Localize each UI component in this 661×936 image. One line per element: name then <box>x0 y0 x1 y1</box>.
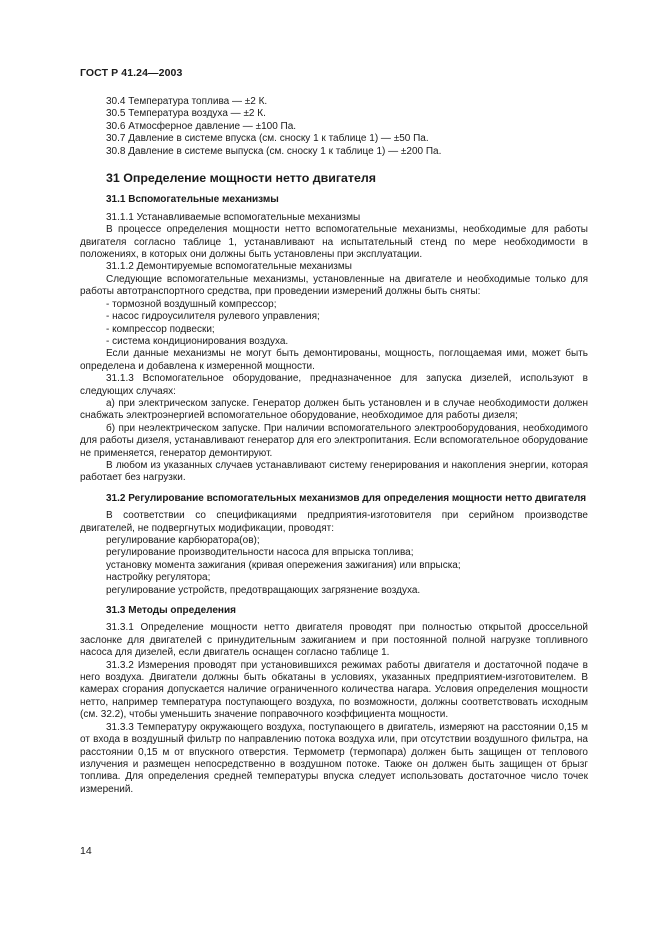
list-item: регулирование устройств, предотвращающих загрязнение воздуха. <box>106 584 421 596</box>
para-31-1-2-tail: Если данные механизмы не могут быть демонтированы, мощность, поглощаемая ими, может быть определена и добавлена к измеренной мощности. <box>80 348 588 372</box>
document-code: ГОСТ Р 41.24—2003 <box>80 67 183 79</box>
section-31-2-title: 31.2 Регулирование вспомогательных механизмов для определения мощности нетто двигателя <box>106 492 587 504</box>
list-item: регулирование карбюратора(ов); <box>106 535 260 546</box>
item-30-6: 30.6 Атмосферное давление — ±100 Па. <box>106 120 297 132</box>
para-31-1-1-heading: 31.1.1 Устанавливаемые вспомогательные механизмы <box>106 211 361 223</box>
para-31-1-2-body: Следующие вспомогательные механизмы, установленные на двигателе и необходимые только для работы автотранспортного средства, при проведении измерений должны быть сняты: <box>80 273 588 298</box>
section-31-1-title: 31.1 Вспомогательные механизмы <box>106 194 279 206</box>
item-30-4: 30.4 Температура топлива — ±2 К. <box>106 96 268 107</box>
list-item: - система кондиционирования воздуха. <box>106 335 289 347</box>
para-31-1-2-heading: 31.1.2 Демонтируемые вспомогательные механизмы <box>106 261 352 273</box>
para-31-1-3-body: 31.1.3 Вспомогательное оборудование, предназначенное для запуска дизелей, используют в следующих случаях: <box>80 373 588 397</box>
item-30-8: 30.8 Давление в системе выпуска (см. сноску 1 к таблице 1) — ±200 Па. <box>106 145 442 157</box>
section-31-3-title: 31.3 Методы определения <box>106 605 236 617</box>
para-31-1-3-b: б) при неэлектрическом запуске. При наличии вспомогательного электрооборудования, необходимого для работы дизеля, устанавливают генератор для его электропитания. Если вспомогательное оборудование не применяется, генератор демонтируют. <box>80 422 588 459</box>
list-item: установку момента зажигания (кривая опережения зажигания) или впрыска; <box>106 559 461 571</box>
list-item: регулирование производительности насоса для впрыска топлива; <box>106 547 414 559</box>
list-item: - компрессор подвески; <box>106 323 215 335</box>
para-31-2-body: В соответствии со спецификациями предприятия-изготовителя при серийном производстве двигателей, не подвергнутых модификации, проводят: <box>80 510 588 534</box>
item-30-7: 30.7 Давление в системе впуска (см. сноску 1 к таблице 1) — ±50 Па. <box>106 133 429 145</box>
para-31-1-3-tail: В любом из указанных случаев устанавливают систему генерирования и накопления энергии, которая работает без нагрузки. <box>80 459 588 484</box>
para-31-3-2: 31.3.2 Измерения проводят при установившихся режимах работы двигателя и достаточной подаче в него воздуха. Двигатели должны быть обкатаны в условиях, указанных предприятием-изготовителем. В камерах сгорания допускается наличие ограниченного количества нагара. Условия определения мощности нетто, например температура поступающего воздуха, по возможности, должны соответствовать исходным (см. 32.2), чтобы уменьшить значение поправочного коэффициента мощности. <box>80 659 588 721</box>
list-item: - тормозной воздушный компрессор; <box>106 298 277 310</box>
item-30-5: 30.5 Температура воздуха — ±2 К. <box>106 108 266 120</box>
para-31-3-3: 31.3.3 Температуру окружающего воздуха, поступающего в двигатель, измеряют на расстоянии 0,15 м от входа в воздушный фильтр по направлению потока воздуха или, при отсутствии воздушного фильтра, на расстоянии 0,15 м от впускного отверстия. Термометр (термопара) должен быть защищен от теплового излучения и размещен непосредственно в воздушном потоке. Также он должен быть защищен от брызг топлива. Для определения средней температуры впуска следует использовать достаточное число точек измерений. <box>80 721 588 795</box>
list-item: - насос гидроусилителя рулевого управления; <box>106 311 320 323</box>
para-31-3-1: 31.3.1 Определение мощности нетто двигателя проводят при полностью открытой дроссельной заслонке для двигателей с принудительным зажиганием и при постоянной полной нагрузке топливного насоса для дизелей, если двигатель оснащен согласно таблице 1. <box>80 622 588 659</box>
section-30-items <box>80 96 588 158</box>
page-content <box>80 96 588 796</box>
section-31-title: 31 Определение мощности нетто двигателя <box>106 171 376 186</box>
list-item: настройку регулятора; <box>106 572 211 584</box>
para-31-1-3-a: а) при электрическом запуске. Генератор должен быть установлен и в случае необходимости должен снабжать электроэнергией вспомогательное оборудование, необходимое для работы дизеля; <box>80 397 588 422</box>
para-31-1-1-body: В процессе определения мощности нетто вспомогательные механизмы, необходимые для работы двигателя согласно таблице 1, устанавливают на испытательный стенд по мере необходимости в положениях, в которых они должны быть установлены при эксплуатации. <box>80 224 588 261</box>
page-number: 14 <box>80 845 92 857</box>
